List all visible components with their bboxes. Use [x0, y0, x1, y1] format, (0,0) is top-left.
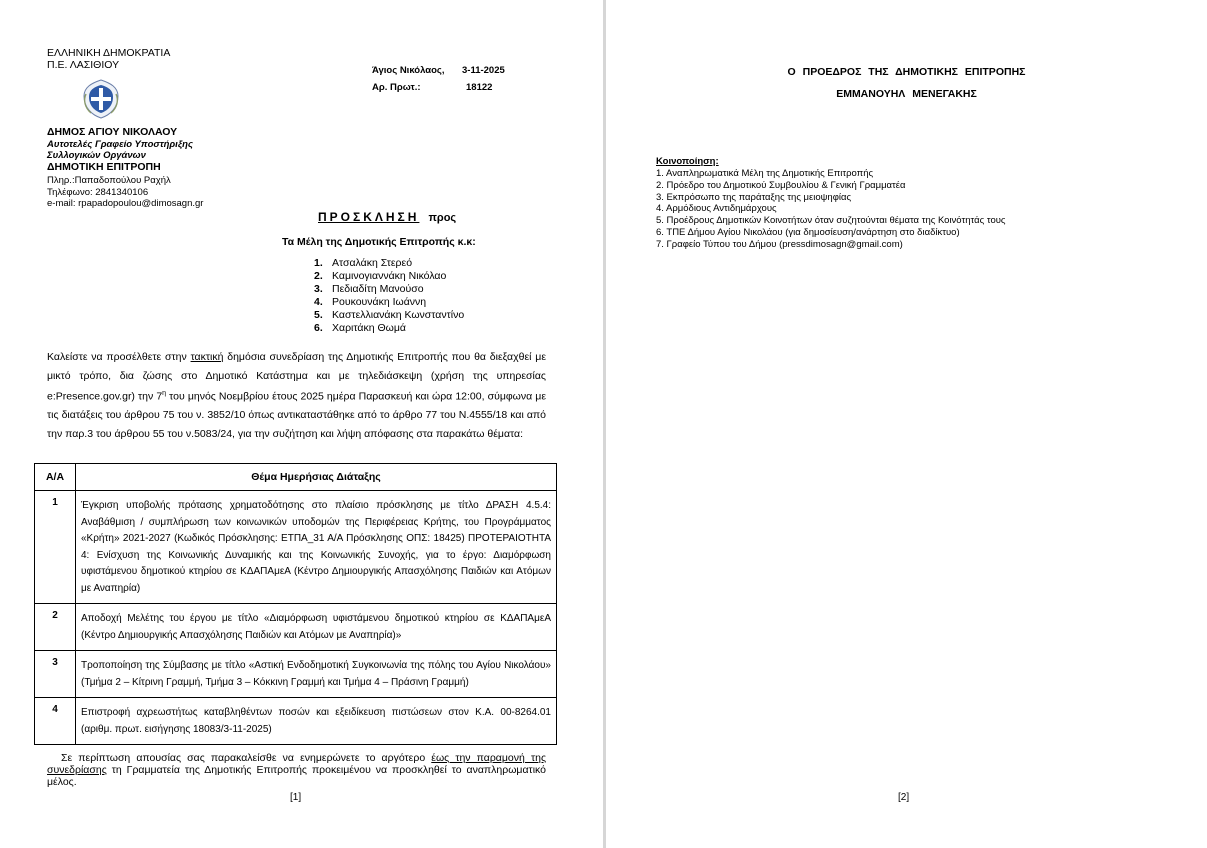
members-list: [314, 257, 464, 335]
agenda-table: [34, 463, 557, 745]
invitation-title: ΠΡΟΣΚΛΗΣΗ: [318, 210, 420, 224]
protocol-number: 18122: [466, 82, 493, 93]
office-name-line1: Αυτοτελές Γραφείο Υποστήριξης: [47, 139, 193, 150]
list-item: 5. Καστελλιανάκη Κωνσταντίνο: [314, 309, 465, 321]
document-page-2: [606, 0, 1207, 848]
contact-phone: Τηλέφωνο: 2841340106: [47, 187, 149, 198]
list-item: 3. Πεδιαδίτη Μανούσο: [314, 283, 424, 295]
header-country: ΕΛΛΗΝΙΚΗ ΔΗΜΟΚΡΑΤΙΑ: [47, 47, 171, 59]
contact-email: e-mail: rpapadopoulou@dimosagn.gr: [47, 198, 204, 209]
document-page-1: [0, 0, 603, 848]
list-item: 4. Αρμόδιους Αντιδημάρχους: [656, 203, 777, 215]
greek-coat-of-arms-emblem: [80, 78, 122, 120]
contact-person: Πληρ.:Παπαδοπούλου Ραχήλ: [47, 175, 171, 186]
list-item: 5. Προέδρους Δημοτικών Κοινοτήτων όταν συζητούνται θέματα της Κοινότητάς τους: [656, 215, 1006, 227]
invitation-recipients: Τα Μέλη της Δημοτικής Επιτροπής κ.κ:: [282, 236, 476, 248]
office-name-line2: Συλλογικών Οργάνων: [47, 150, 146, 161]
header-region: Π.Ε. ΛΑΣΙΘΙΟΥ: [47, 59, 120, 71]
column-header-aa: Α/Α: [35, 464, 76, 491]
table-row: 2 Αποδοχή Μελέτης του έργου με τίτλο «Διαμόρφωση υφιστάμενου δημοτικού κτηρίου σε ΚΔΑΠΑμεΑ (Κέντρο Δημιουργικής Απασχόλησης Παιδιών και Ατόμων με Αναπηρία)»: [35, 604, 557, 651]
protocol-label: Αρ. Πρωτ.:: [372, 82, 421, 93]
list-item: 2. Πρόεδρο του Δημοτικού Συμβουλίου & Γενική Γραμματέα: [656, 179, 906, 191]
list-item: 1. Αναπληρωματικά Μέλη της Δημοτικής Επιτροπής: [656, 168, 874, 179]
table-row: 1 Έγκριση υποβολής πρότασης χρηματοδότησης στο πλαίσιο πρόσκλησης με τίτλο ΔΡΑΣΗ 4.5.4: Αναβάθμιση / συμπλήρωση των κοινωνικών υποδομών της Περιφέρειας Κρήτης, του Προγράμματος «Κρήτη» 2021-2027 (Κωδικός Πρόσκλησης: ΕΤΠΑ_31 Α/Α Πρόσκλησης ΟΠΣ: 18425) ΠΡΟΤΕΡΑΙΟΤΗΤΑ 4: Ενίσχυση της Κοινωνικής Δυναμικής και της Κοινωνικής Συνοχής, για το έργο: Διαμόρφωση υφιστάμενου δημοτικού κτηρίου σε ΚΔΑΠΑμεΑ (Κέντρο Δημιουργικής Απασχόλησης Παιδιών και Ατόμων με Αναπηρία): [35, 491, 557, 604]
table-row: 3 Τροποποίηση της Σύμβασης με τίτλο «Αστική Ενδοδημοτική Συγκοινωνία της πόλης του Αγίου Νικολάου» (Τμήμα 2 – Κίτρινη Γραμμή, Τμήμα 3 – Κόκκινη Γραμμή και Τμήμα 4 – Πράσινη Γραμμή): [35, 651, 557, 698]
table-row: 4 Επιστροφή αχρεωστήτως καταβληθέντων ποσών και εξειδίκευση πιστώσεων στον Κ.Α. 00-8264.01 (αριθμ. πρωτ. εισήγησης 18083/3-11-2025): [35, 698, 557, 745]
invitation-heading: [318, 210, 456, 224]
list-item: 7. Γραφείο Τύπου του Δήμου (pressdimosagn@gmail.com): [656, 238, 903, 250]
document-date: 3-11-2025: [462, 65, 505, 76]
absence-notice: Σε περίπτωση απουσίας σας παρακαλείσθε να ενημερώνετε το αργότερο έως την παραμονή της συνεδρίασης τη Γραμματεία της Δημοτικής Επιτροπής προκειμένου να προσκληθεί το αναπληρωματικό μέλος.: [47, 752, 547, 788]
president-title: Ο ΠΡΟΕΔΡΟΣ ΤΗΣ ΔΗΜΟΤΙΚΗΣ ΕΠΙΤΡΟΠΗΣ: [787, 66, 1026, 78]
column-header-topic: Θέμα Ημερήσιας Διάταξης: [76, 464, 557, 491]
municipality-name: ΔΗΜΟΣ ΑΓΙΟΥ ΝΙΚΟΛΑΟΥ: [47, 126, 178, 138]
list-item: 6. ΤΠΕ Δήμου Αγίου Νικολάου (για δημοσίευση/ανάρτηση στο διαδίκτυο): [656, 226, 960, 238]
table-header-row: [35, 464, 557, 491]
list-item: 6. Χαριτάκη Θωμά: [314, 322, 406, 334]
page-number: [1]: [290, 792, 302, 803]
list-item: 2. Καμινογιαννάκη Νικόλαο: [314, 270, 447, 282]
cc-heading: Κοινοποίηση:: [656, 156, 719, 167]
cc-list: [656, 168, 1006, 251]
place-label: Άγιος Νικόλαος,: [372, 65, 445, 76]
session-type: τακτική: [190, 351, 224, 363]
invitation-body-paragraph: Καλείστε να προσέλθετε στην τακτική δημόσια συνεδρίαση της Δημοτικής Επιτροπής που θα διεξαχθεί με μικτό τρόπο, δια ζώσης στο Δημοτικό Κατάστημα και με τηλεδιάσκεψη (χρήση της υπηρεσίας e:Presence.gov.gr) την $7^\eta$ του μηνός Νοεμβρίου έτους 2025 ημέρα Παρασκευή και ώρα 12:00, σύμφωνα με τις διατάξεις του άρθρου 75 του ν. 3852/10 όπως αντικαταστάθηκε από το άρθρο 77 του Ν.4555/18 και από την παρ.3 του άρθρου 55 του ν.5083/24, για την συζήτηση και λήψη απόφασης στα παρακάτω θέματα:: [47, 351, 547, 440]
committee-name: ΔΗΜΟΤΙΚΗ ΕΠΙΤΡΟΠΗ: [47, 161, 161, 173]
list-item: 4. Ρουκουνάκη Ιωάννη: [314, 296, 427, 308]
invitation-to: προς: [428, 212, 457, 224]
list-item: 1. Ατσαλάκη Στερεό: [314, 257, 413, 269]
president-name: ΕΜΜΑΝΟΥΗΛ ΜΕΝΕΓΑΚΗΣ: [836, 88, 977, 100]
page-number: [2]: [898, 792, 910, 803]
list-item: 3. Εκπρόσωπο της παράταξης της μειοψηφίας: [656, 191, 852, 203]
